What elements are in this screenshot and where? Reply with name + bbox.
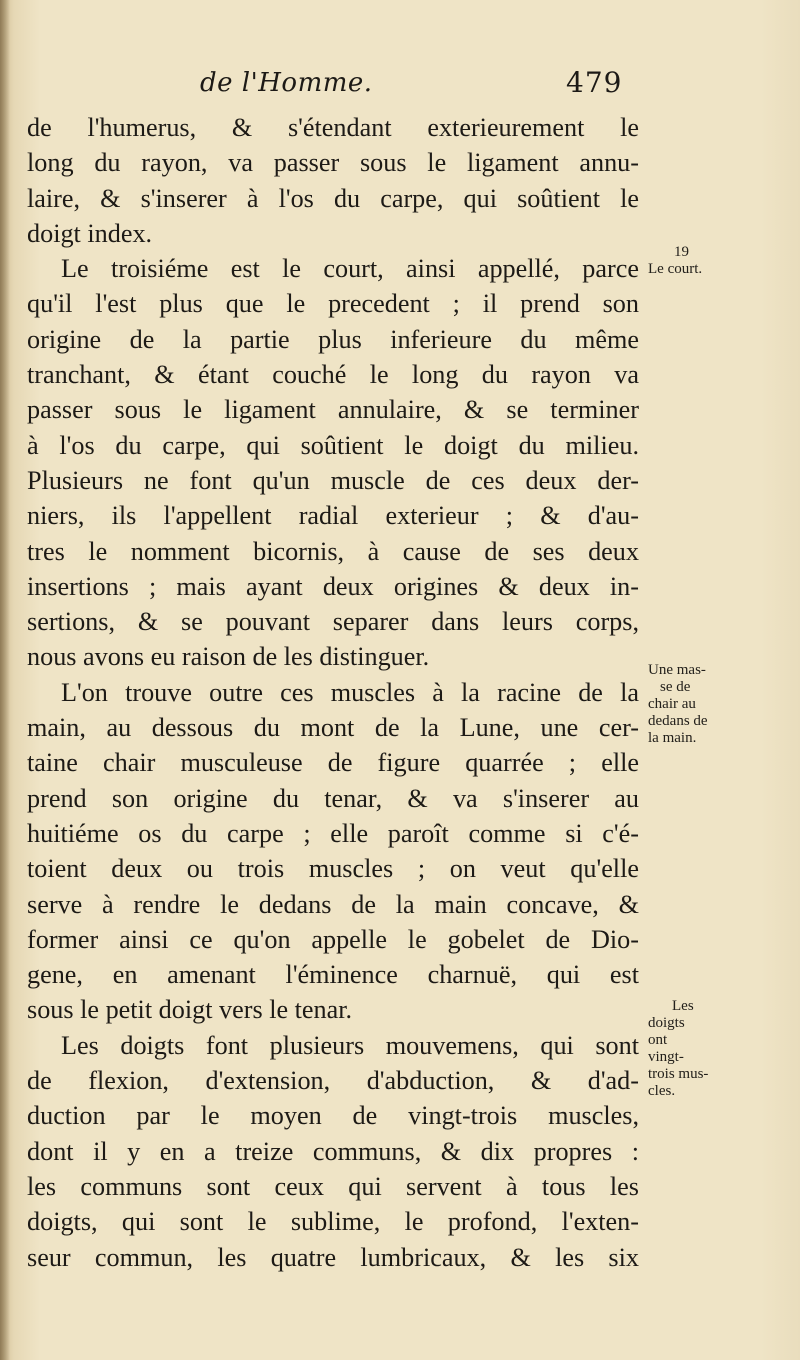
margin-note-line: Une mas-: [648, 662, 706, 678]
text-line: sous le petit doigt vers le tenar.: [27, 995, 353, 1025]
text-line: prend son origine du tenar, & va s'inserer au: [27, 783, 639, 813]
text-line: niers, ils l'appellent radial exterieur ; & d'au-: [27, 501, 639, 531]
page-number: 479: [566, 66, 623, 99]
text-line: L'on trouve outre ces muscles à la racine de la: [61, 677, 639, 707]
margin-note-line: cles.: [648, 1083, 676, 1099]
gutter-shadow: [0, 0, 10, 1360]
margin-note-line: se de: [660, 679, 691, 695]
text-line: huitiéme os du carpe ; elle paroît comme si c'é-: [27, 818, 639, 848]
text-line: de flexion, d'extension, d'abduction, & d'ad-: [27, 1066, 639, 1096]
text-line: Le troisiéme est le court, ainsi appellé, parce: [61, 254, 639, 284]
paragraph: [27, 251, 639, 675]
text-line: serve à rendre le dedans de la main concave, &: [27, 889, 639, 919]
text-line: toient deux ou trois muscles ; on veut qu'elle: [27, 854, 639, 884]
text-line: à l'os du carpe, qui soûtient le doigt du milieu.: [27, 430, 639, 460]
paragraph: [27, 110, 639, 251]
margin-note-line: doigts: [648, 1015, 685, 1031]
text-line: tres le nomment bicornis, à cause de ses deux: [27, 536, 639, 566]
text-line: les communs sont ceux qui servent à tous les: [27, 1171, 639, 1201]
text-line: Plusieurs ne font qu'un muscle de ces deux der-: [27, 465, 639, 495]
text-line: sertions, & se pouvant separer dans leurs corps,: [27, 607, 639, 637]
text-line: qu'il l'est plus que le precedent ; il prend son: [27, 289, 639, 319]
margin-note-line: Le court.: [648, 261, 703, 277]
margin-note-masse-de-chair: [648, 662, 708, 747]
text-line: doigt index.: [27, 218, 153, 248]
text-line: gene, en amenant l'éminence charnuë, qui est: [27, 960, 639, 990]
paragraph: [27, 1028, 639, 1275]
margin-note-number: 19: [674, 244, 689, 260]
text-line: main, au dessous du mont de la Lune, une cer-: [27, 713, 639, 743]
margin-note-line: dedans de: [648, 713, 708, 729]
margin-note-line: la main.: [648, 730, 697, 746]
text-line: nous avons eu raison de les distinguer.: [27, 642, 430, 672]
text-line: dont il y en a treize communs, & dix propres :: [27, 1136, 639, 1166]
text-line: seur commun, les quatre lumbricaux, & les six: [27, 1242, 639, 1272]
text-line: doigts, qui sont le sublime, le profond, l'exten-: [27, 1207, 639, 1237]
margin-note-line: ont: [648, 1032, 668, 1048]
text-line: tranchant, & étant couché le long du rayon va: [27, 360, 639, 390]
margin-note-line: trois mus-: [648, 1066, 709, 1082]
margin-note-le-court: [648, 244, 702, 278]
text-line: insertions ; mais ayant deux origines & deux in-: [27, 571, 639, 601]
text-line: de l'humerus, & s'étendant exterieurement le: [27, 113, 639, 142]
text-line: former ainsi ce qu'on appelle le gobelet de Dio-: [27, 924, 639, 954]
text-line: duction par le moyen de vingt-trois muscles,: [27, 1101, 639, 1131]
text-line: Les doigts font plusieurs mouvemens, qui sont: [61, 1030, 639, 1060]
margin-note-doigts: [648, 998, 708, 1100]
running-title: de l'Homme.: [200, 68, 373, 98]
text-line: laire, & s'inserer à l'os du carpe, qui soûtient le: [27, 183, 639, 213]
margin-note-line: Les: [672, 998, 694, 1014]
paragraph: [27, 675, 639, 1028]
body-text: [27, 110, 639, 1275]
text-line: long du rayon, va passer sous le ligament annu-: [27, 148, 639, 178]
text-line: passer sous le ligament annulaire, & se terminer: [27, 395, 639, 425]
margin-note-line: vingt-: [648, 1049, 684, 1065]
text-line: origine de la partie plus inferieure du même: [27, 324, 639, 354]
margin-note-line: chair au: [648, 696, 696, 712]
text-line: taine chair musculeuse de figure quarrée ; elle: [27, 748, 639, 778]
